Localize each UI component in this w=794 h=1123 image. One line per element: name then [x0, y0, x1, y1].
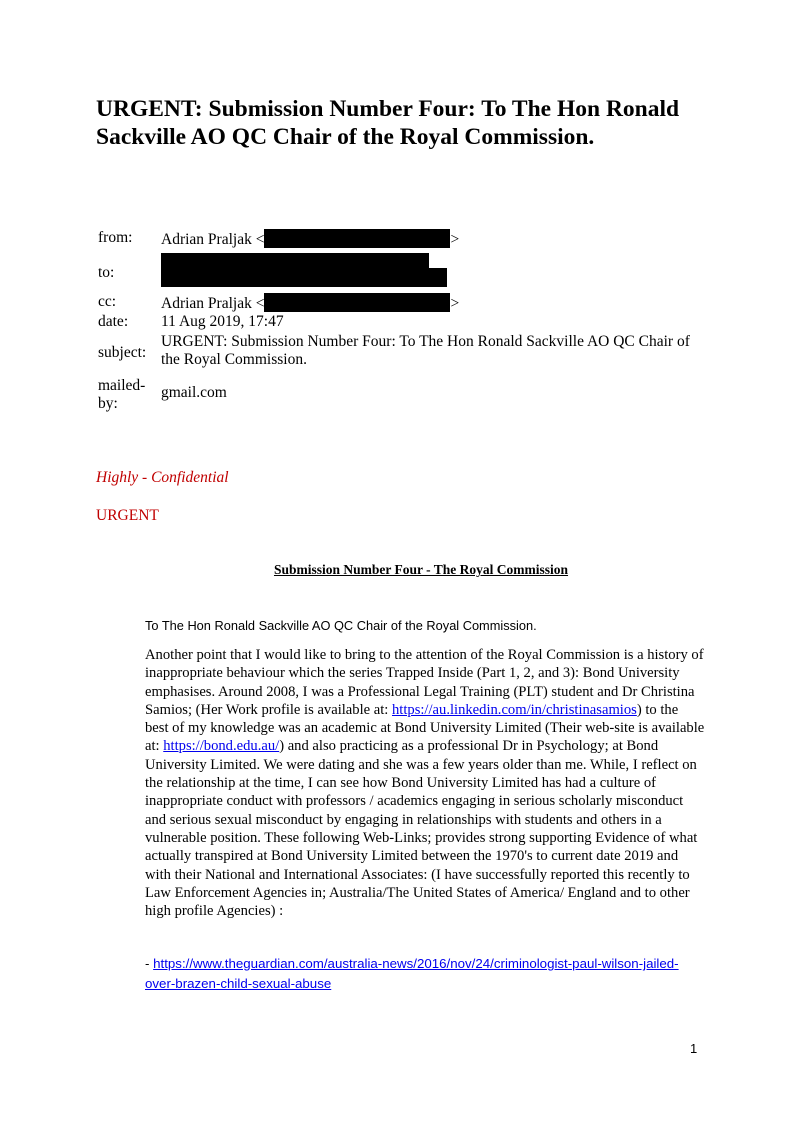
mailedby-value: gmail.com: [161, 384, 227, 401]
to-label: to:: [98, 264, 115, 281]
date-label: date:: [98, 313, 129, 330]
from-close: >: [450, 231, 460, 248]
urgent-label: URGENT: [96, 507, 159, 524]
submission-heading: Submission Number Four - The Royal Commission: [273, 562, 569, 577]
guardian-article-link[interactable]: https://www.theguardian.com/australia-news/2016/nov/24/criminologist-paul-wilson-jailed-over-brazen-child-sexual-abuse: [145, 956, 679, 991]
cc-name: Adrian Praljak <: [161, 295, 265, 312]
linkedin-link[interactable]: https://au.linkedin.com/in/christinasamios: [392, 701, 637, 718]
subject-value: URGENT: Submission Number Four: To The Hon Ronald Sackville AO QC Chair of the Royal Commission.: [161, 333, 690, 368]
bullet-prefix: -: [145, 956, 154, 971]
body-text-part-2: ) to the best of my knowledge was an academic at Bond University Limited (Their web-site is available at:: [145, 701, 705, 755]
cc-label: cc:: [98, 293, 117, 310]
to-redaction-line-2: [161, 268, 447, 287]
body-text-part-3: ) and also practicing as a professional Dr in Psychology; at Bond University Limited. We were dating and she was a few years older than me. While, I reflect on the relationship at the time, I can see how Bond University Limited has had a culture of inappropriate conduct with professors / academics engaging in serious scholarly misconduct and serious sexual misconduct by engaging in relationships with students and others in a vulnerable position. These following Web-Links; provides strong supporting Evidence of what actually transpired at Bond University Limited between the 1970's to current date 2019 and with their National and International Associates: (I have successfully reported this recently to Law Enforcement Agencies in; Australia/The United States of America/ England and to other high profile Agencies) :: [145, 738, 698, 920]
cc-email-redaction: [264, 293, 450, 312]
email-header-table: [98, 229, 711, 413]
to-value: [161, 253, 711, 293]
page-number: 1: [690, 1041, 698, 1056]
document-title: URGENT: Submission Number Four: To The Hon Ronald Sackville AO QC Chair of the Royal Commission.: [96, 96, 680, 150]
to-recipients-redaction: [161, 253, 711, 287]
mailedby-label: mailed-by:: [98, 377, 146, 412]
from-email-redaction: [264, 229, 450, 248]
body-text-part-1: Another point that I would like to bring to the attention of the Royal Commission is a history of inappropriate behaviour which the series Trapped Inside (Part 1, 2, and 3): Bond University emphasises. Around 2008, I was a Professional Legal Training (PLT) student and Dr Christina Samios; (Her Work profile is available at:: [145, 647, 704, 718]
cc-close: >: [450, 295, 460, 312]
from-name: Adrian Praljak <: [161, 231, 265, 248]
bond-website-link[interactable]: https://bond.edu.au/: [163, 738, 280, 755]
subject-label: subject:: [98, 344, 147, 361]
cc-value: [161, 293, 711, 313]
confidentiality-label: Highly - Confidential: [96, 469, 229, 486]
body-paragraph: [145, 646, 705, 920]
from-label: from:: [98, 229, 133, 246]
evidence-link-item: [145, 954, 705, 994]
from-value: [161, 229, 711, 253]
date-value: 11 Aug 2019, 17:47: [161, 313, 284, 330]
addressee-line: To The Hon Ronald Sackville AO QC Chair of the Royal Commission.: [145, 618, 537, 633]
